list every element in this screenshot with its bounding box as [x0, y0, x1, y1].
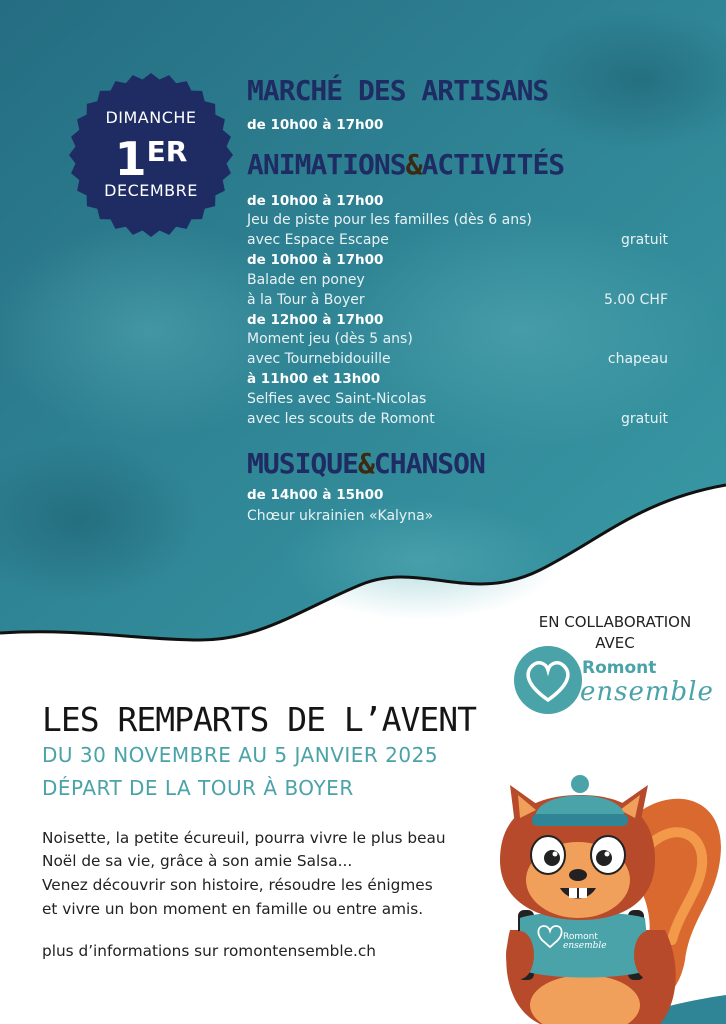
activity-line: à la Tour à Boyer — [247, 292, 365, 308]
activity-time: à 11h00 et 13h00 — [247, 371, 381, 387]
event-paragraph-line: Noisette, la petite écureuil, pourra vivre le plus beau — [42, 829, 446, 847]
activity-price: gratuit — [621, 232, 668, 248]
activity-price: gratuit — [621, 411, 668, 427]
section-title-musique — [247, 447, 485, 480]
event-paragraph-line: et vivre un bon moment en famille ou entre amis. — [42, 900, 424, 918]
info-link-text: plus d’informations sur romontensemble.ch — [42, 942, 376, 960]
badge-month: DECEMBRE — [104, 181, 198, 200]
animations-title-part2: ACTIVITÉS — [421, 148, 565, 181]
activity-line: avec Espace Escape — [247, 232, 389, 248]
logo-text-top: Romont — [582, 658, 657, 678]
activity-price: 5.00 CHF — [604, 292, 668, 308]
badge-number-suffix: ER — [146, 135, 188, 168]
event-paragraph-line: Venez découvrir son histoire, résoudre les énigmes — [42, 876, 433, 894]
musique-ampersand: & — [358, 447, 374, 480]
event-depart: DÉPART DE LA TOUR À BOYER — [42, 776, 354, 800]
musique-title-part1: MUSIQUE — [247, 447, 359, 480]
badge-number-value: 1 — [114, 132, 147, 186]
activity-time: de 10h00 à 17h00 — [247, 193, 384, 209]
activity-line: Selfies avec Saint-Nicolas — [247, 391, 427, 407]
animations-title-part1: ANIMATIONS — [247, 148, 406, 181]
activity-line: Moment jeu (dès 5 ans) — [247, 331, 413, 347]
date-badge-text — [68, 72, 234, 238]
activity-line: Balade en poney — [247, 272, 365, 288]
artisans-time: de 10h00 à 17h00 — [247, 117, 384, 133]
section-title-animations — [247, 148, 564, 181]
shirt-logo-bottom: ensemble — [563, 941, 607, 951]
badge-number — [68, 126, 234, 185]
activity-line: avec Tournebidouille — [247, 351, 391, 367]
activity-time: de 12h00 à 17h00 — [247, 312, 384, 328]
shirt-logo-top: Romont — [563, 932, 598, 942]
collab-line1: EN COLLABORATION — [538, 613, 692, 631]
squirrel-illustration — [480, 770, 726, 1024]
musique-title-part2: CHANSON — [373, 447, 485, 480]
section-title-artisans: MARCHÉ DES ARTISANS — [247, 74, 549, 107]
musique-line: Chœur ukrainien «Kalyna» — [247, 508, 434, 524]
event-paragraph-line: Noël de sa vie, grâce à son amie Salsa... — [42, 852, 353, 870]
collab-line2: AVEC — [595, 634, 635, 652]
badge-day: DIMANCHE — [105, 108, 197, 127]
musique-time: de 14h00 à 15h00 — [247, 487, 384, 503]
animations-ampersand: & — [405, 148, 422, 181]
activity-line: avec les scouts de Romont — [247, 411, 435, 427]
event-dates: DU 30 NOVEMBRE AU 5 JANVIER 2025 — [42, 743, 439, 767]
activity-price: chapeau — [607, 351, 668, 367]
logo-text-bottom: ensemble — [580, 677, 714, 707]
event-title: LES REMPARTS DE L’AVENT — [42, 700, 476, 739]
activity-line: Jeu de piste pour les familles (dès 6 ans) — [247, 212, 532, 228]
activity-time: de 10h00 à 17h00 — [247, 252, 384, 268]
